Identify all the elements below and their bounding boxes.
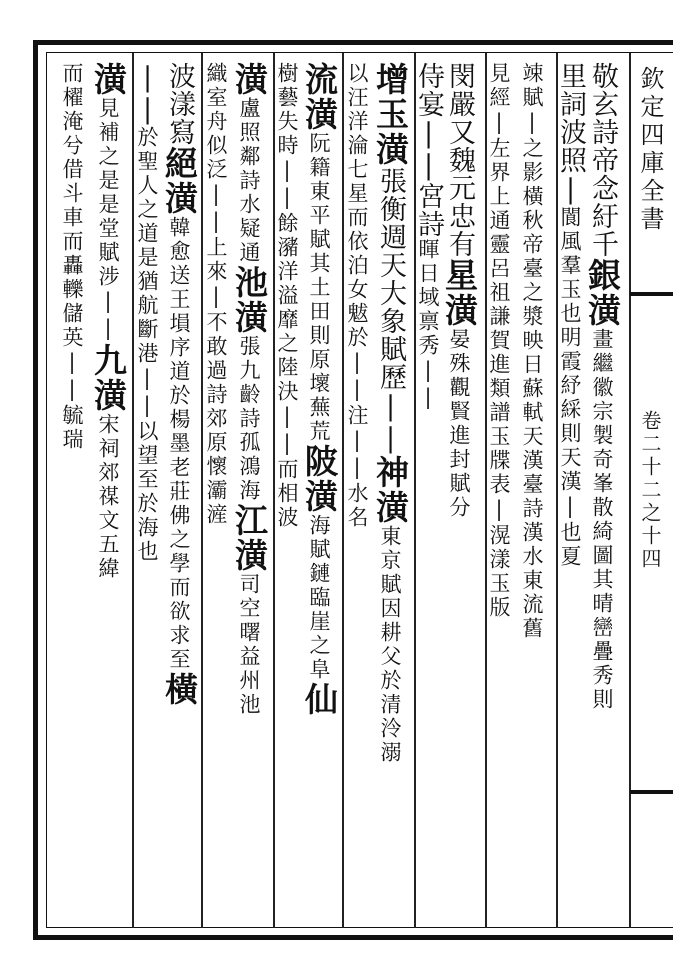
text-segment: 暉日域禀秀|| xyxy=(416,238,440,412)
text-column xyxy=(440,62,479,928)
headword-char: 絕 xyxy=(160,146,199,181)
text-column xyxy=(275,62,307,928)
text-segment: 司空曙益州池 xyxy=(237,573,261,717)
headword-char: 銀 xyxy=(583,258,622,293)
text-segment: 盧照鄰詩水疑通 xyxy=(237,97,261,265)
fish-tail-mark xyxy=(630,292,673,296)
text-column xyxy=(345,62,377,928)
text-segment: 韓愈送王塤序道於楊墨老莊佛之學而欲求至 xyxy=(167,216,191,672)
text-segment: 海賦鏈臨崖之阜 xyxy=(307,514,331,682)
text-segment: 陸決||而相波 xyxy=(275,356,299,530)
text-column xyxy=(413,62,448,928)
headword-char: 神 xyxy=(371,455,410,490)
book-title: 欽定四庫全書 xyxy=(636,66,664,234)
headword-char: 仙 xyxy=(300,682,339,717)
text-segment: 閔嚴又魏元忠有 xyxy=(444,62,475,258)
text-column xyxy=(204,62,236,928)
text-column xyxy=(300,62,339,928)
headword-char: 潢 xyxy=(371,490,410,525)
headword-char: 潢 xyxy=(440,293,479,328)
text-segment: 晏殊觀賢進封賦分 xyxy=(447,328,471,520)
text-segment: 張九齡詩孤鴻海 xyxy=(237,335,261,503)
headword-char: 流 xyxy=(300,62,339,97)
text-column xyxy=(160,62,199,928)
text-segment: 侍宴||宮詩 xyxy=(413,62,444,238)
text-segment: 詩郊原懷灞滻 xyxy=(204,383,228,527)
headword-char: 池 xyxy=(230,265,269,300)
text-segment: 而櫂淹兮借斗車而轟轢 xyxy=(60,62,84,302)
text-segment: 竦賦|之影橫秋帝臺之漿映日蘇軾天漢臺詩漢水東流舊 xyxy=(520,62,544,641)
text-segment: 阮籍東平賦其土田則原壞蕪荒 xyxy=(307,132,331,444)
text-segment: 見補之是是堂賦涉|| xyxy=(96,97,120,343)
text-segment: 張衡週天大象賦歷|| xyxy=(375,167,406,455)
headword-char: 橫 xyxy=(160,672,199,707)
text-column xyxy=(371,62,410,928)
text-segment: 里詞波照| xyxy=(555,62,586,206)
headword-char: 潢 xyxy=(300,479,339,514)
text-column xyxy=(555,62,590,928)
headword-char: 潢 xyxy=(230,62,269,97)
text-segment: 敬玄詩帝念紆千 xyxy=(587,62,618,258)
text-column xyxy=(89,62,128,928)
text-segment: 畫繼徽宗製奇峯散綺圖其晴巒疊秀則 xyxy=(590,328,614,712)
headword-char: 增 xyxy=(371,62,410,97)
headword-char: 潢 xyxy=(230,300,269,335)
text-segment: 儲英||毓瑞 xyxy=(60,302,84,452)
headword-char: 九 xyxy=(89,343,128,378)
text-column xyxy=(132,62,167,928)
text-segment: 織室舟似泛|| xyxy=(204,62,228,236)
headword-char: 潢 xyxy=(300,97,339,132)
juan-number: 卷二十二之十四 xyxy=(638,410,662,571)
text-segment: 東京賦因耕父於清泠溺 xyxy=(378,525,402,765)
headword-char: 潢 xyxy=(230,538,269,573)
text-segment: 波漾寫 xyxy=(164,62,195,146)
headword-char: 潢 xyxy=(89,62,128,97)
text-segment: 於聖人之道是猶航斷港||以望至於海也 xyxy=(135,126,159,564)
text-segment: 宋祠郊禖文五緯 xyxy=(96,413,120,581)
text-segment: 閬風羣玉也明霞紓綵則天漢|也夏 xyxy=(558,206,582,569)
headword-char: 陂 xyxy=(300,444,339,479)
headword-char: 玉 xyxy=(371,97,410,132)
headword-char: 潢 xyxy=(583,293,622,328)
headword-char: 潢 xyxy=(160,181,199,216)
text-segment: 以汪洋淪七星而依泊 xyxy=(345,62,369,278)
fish-tail-mark xyxy=(630,790,673,794)
text-segment: 見經|左界上通靈呂祖謙賀進類譜玉牒表|滉漾玉版 xyxy=(487,62,511,620)
headword-char: 潢 xyxy=(371,132,410,167)
headword-char: 潢 xyxy=(89,378,128,413)
text-column xyxy=(520,62,552,928)
text-column xyxy=(487,62,519,928)
text-column xyxy=(60,62,92,928)
text-segment: 上來|不敢過 xyxy=(204,236,228,383)
text-segment: 樹藝失時||餘瀦洋溢靡之 xyxy=(275,62,299,356)
headword-char: 江 xyxy=(230,503,269,538)
text-column xyxy=(583,62,622,928)
text-segment: 女魃於||注||水名 xyxy=(345,278,369,530)
text-column xyxy=(230,62,269,928)
gutter-rule xyxy=(629,53,631,928)
text-segment: || xyxy=(132,62,163,126)
headword-char: 星 xyxy=(440,258,479,293)
